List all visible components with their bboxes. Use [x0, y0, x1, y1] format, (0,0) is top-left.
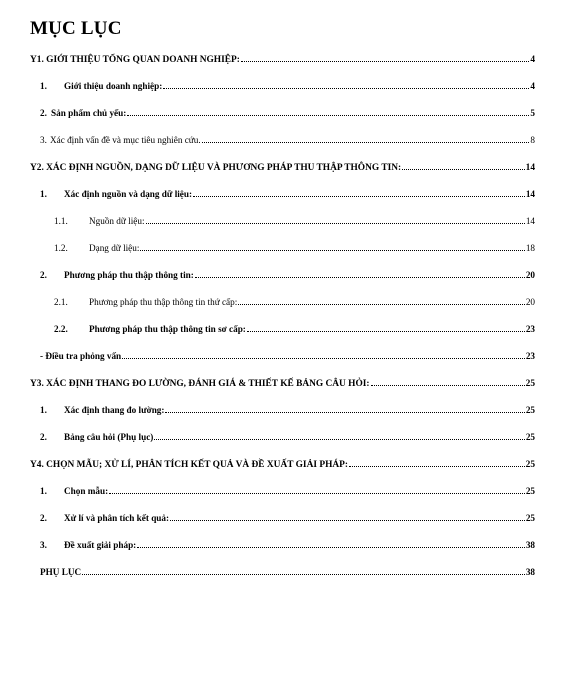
toc-page-number: 5 — [530, 108, 535, 118]
toc-entry-number: 1.1. — [54, 216, 68, 226]
dot-leader — [195, 269, 525, 278]
toc-entry-4-2[interactable] — [40, 512, 535, 524]
toc-entry-4-3[interactable] — [40, 539, 535, 551]
toc-entry-number: 2.2. — [54, 324, 68, 334]
toc-entry-number: 3. — [40, 135, 47, 145]
toc-page-number: 18 — [525, 243, 535, 253]
toc-page-number: 25 — [525, 432, 535, 442]
toc-entry-number: 2. — [40, 270, 47, 280]
toc-entry-text: Xác định thang đo lường: — [64, 405, 165, 415]
toc-entry-appendix[interactable] — [40, 566, 535, 578]
dot-leader — [371, 377, 525, 386]
dot-leader — [349, 458, 525, 467]
toc-entry-text: Xác định vấn đề và mục tiêu nghiên cứu. — [50, 135, 201, 145]
toc-entry-number: 1. — [40, 405, 47, 415]
toc-entry-number: 2. — [40, 513, 47, 523]
toc-entry-interview[interactable] — [40, 350, 535, 362]
toc-entry-text: Dạng dữ liệu: — [89, 243, 140, 253]
toc-entry-text: Y2. XÁC ĐỊNH NGUỒN, DẠNG DỮ LIỆU VÀ PHƯƠNG PHÁP THU THẬP THÔNG TIN: — [30, 163, 402, 173]
toc-entry-text: Xác định nguồn và dạng dữ liệu: — [64, 189, 193, 199]
toc-entry-2-1[interactable] — [40, 188, 535, 200]
toc-page-number: 14 — [525, 163, 535, 173]
dot-leader — [402, 161, 525, 170]
toc-entry-1-2[interactable] — [40, 107, 535, 119]
toc-entry-y2[interactable] — [30, 161, 535, 174]
toc-entry-text: Đề xuất giải pháp: — [64, 540, 137, 550]
toc-page-number: 25 — [525, 405, 535, 415]
toc-entry-number: 1.2. — [54, 243, 68, 253]
toc-entry-number: 1. — [40, 486, 47, 496]
toc-page-number: 4 — [530, 55, 535, 65]
dot-leader — [193, 188, 525, 197]
toc-entry-y1[interactable] — [30, 53, 535, 66]
toc-page-number: 20 — [525, 297, 535, 307]
toc-entry-text: Sản phẩm chủ yếu: — [51, 108, 127, 118]
toc-entry-text: Giới thiệu doanh nghiệp: — [64, 81, 163, 91]
toc-page-number: 23 — [525, 351, 535, 361]
toc-page-number: 25 — [525, 486, 535, 496]
toc-entry-number: 1. — [40, 189, 47, 199]
dot-leader — [163, 80, 529, 89]
toc-entry-y4[interactable] — [30, 458, 535, 471]
toc-entry-text: PHỤ LỤC — [40, 567, 82, 577]
toc-page-number: 8 — [530, 135, 535, 145]
toc-entry-text: Phương pháp thu thập thông tin: — [64, 270, 194, 280]
dot-leader — [122, 350, 525, 359]
toc-entry-text: Nguồn dữ liệu: — [89, 216, 145, 226]
dot-leader — [127, 107, 529, 116]
toc-entry-number: 2.1. — [54, 297, 68, 307]
dot-leader — [238, 296, 525, 305]
dot-leader — [146, 215, 525, 224]
toc-entry-number: 2. — [40, 432, 47, 442]
toc-entry-2-2-2[interactable] — [54, 323, 535, 335]
toc-entry-2-2-1[interactable] — [54, 296, 535, 308]
toc-entry-3-1[interactable] — [40, 404, 535, 416]
toc-entry-1-3[interactable] — [40, 134, 535, 146]
dot-leader — [140, 242, 524, 251]
toc-entry-text: Bảng câu hỏi (Phụ lục) — [64, 432, 154, 442]
toc-entry-text: - Điều tra phỏng vấn — [40, 351, 122, 361]
toc-entry-text: Chọn mẫu: — [64, 486, 109, 496]
dot-leader — [165, 404, 524, 413]
toc-entry-1-1[interactable] — [40, 80, 535, 92]
toc-entry-2-1-2[interactable] — [54, 242, 535, 254]
toc-page-number: 25 — [525, 379, 535, 389]
dot-leader — [241, 53, 529, 62]
toc-entry-4-1[interactable] — [40, 485, 535, 497]
toc-entry-number: 1. — [40, 81, 47, 91]
toc-entry-number: 3. — [40, 540, 47, 550]
toc-entry-2-1-1[interactable] — [54, 215, 535, 227]
toc-page-number: 38 — [525, 540, 535, 550]
dot-leader — [82, 566, 525, 575]
dot-leader — [247, 323, 525, 332]
toc-entry-text: Phương pháp thu thập thông tin thứ cấp: — [89, 297, 238, 307]
dot-leader — [154, 431, 524, 440]
toc-entry-text: Y3. XÁC ĐỊNH THANG ĐO LƯỜNG, ĐÁNH GIÁ & THIẾT KẾ BẢNG CÂU HỎI: — [30, 379, 370, 389]
toc-entry-number: 2. — [40, 108, 47, 118]
dot-leader — [202, 134, 530, 143]
toc-page-number: 20 — [525, 270, 535, 280]
dot-leader — [109, 485, 525, 494]
toc-entry-text: Xử lí và phân tích kết quả: — [64, 513, 170, 523]
toc-page-number: 14 — [525, 189, 535, 199]
toc-page-number: 4 — [530, 81, 535, 91]
dot-leader — [170, 512, 525, 521]
toc-page-number: 38 — [525, 567, 535, 577]
toc-entry-text: Phương pháp thu thập thông tin sơ cấp: — [89, 324, 246, 334]
toc-page-number: 25 — [525, 460, 535, 470]
toc-entry-text: Y1. GIỚI THIỆU TỔNG QUAN DOANH NGHIỆP: — [30, 55, 240, 65]
toc-title: MỤC LỤC — [30, 18, 122, 39]
toc-entry-2-2[interactable] — [40, 269, 535, 281]
toc-entry-text: Y4. CHỌN MẪU; XỬ LÍ, PHÂN TÍCH KẾT QUẢ VÀ ĐỀ XUẤT GIẢI PHÁP: — [30, 460, 348, 470]
toc-entry-3-2[interactable] — [40, 431, 535, 443]
toc-page-number: 14 — [525, 216, 535, 226]
toc-entry-y3[interactable] — [30, 377, 535, 390]
toc-page-number: 25 — [525, 513, 535, 523]
dot-leader — [137, 539, 525, 548]
toc-page-number: 23 — [525, 324, 535, 334]
